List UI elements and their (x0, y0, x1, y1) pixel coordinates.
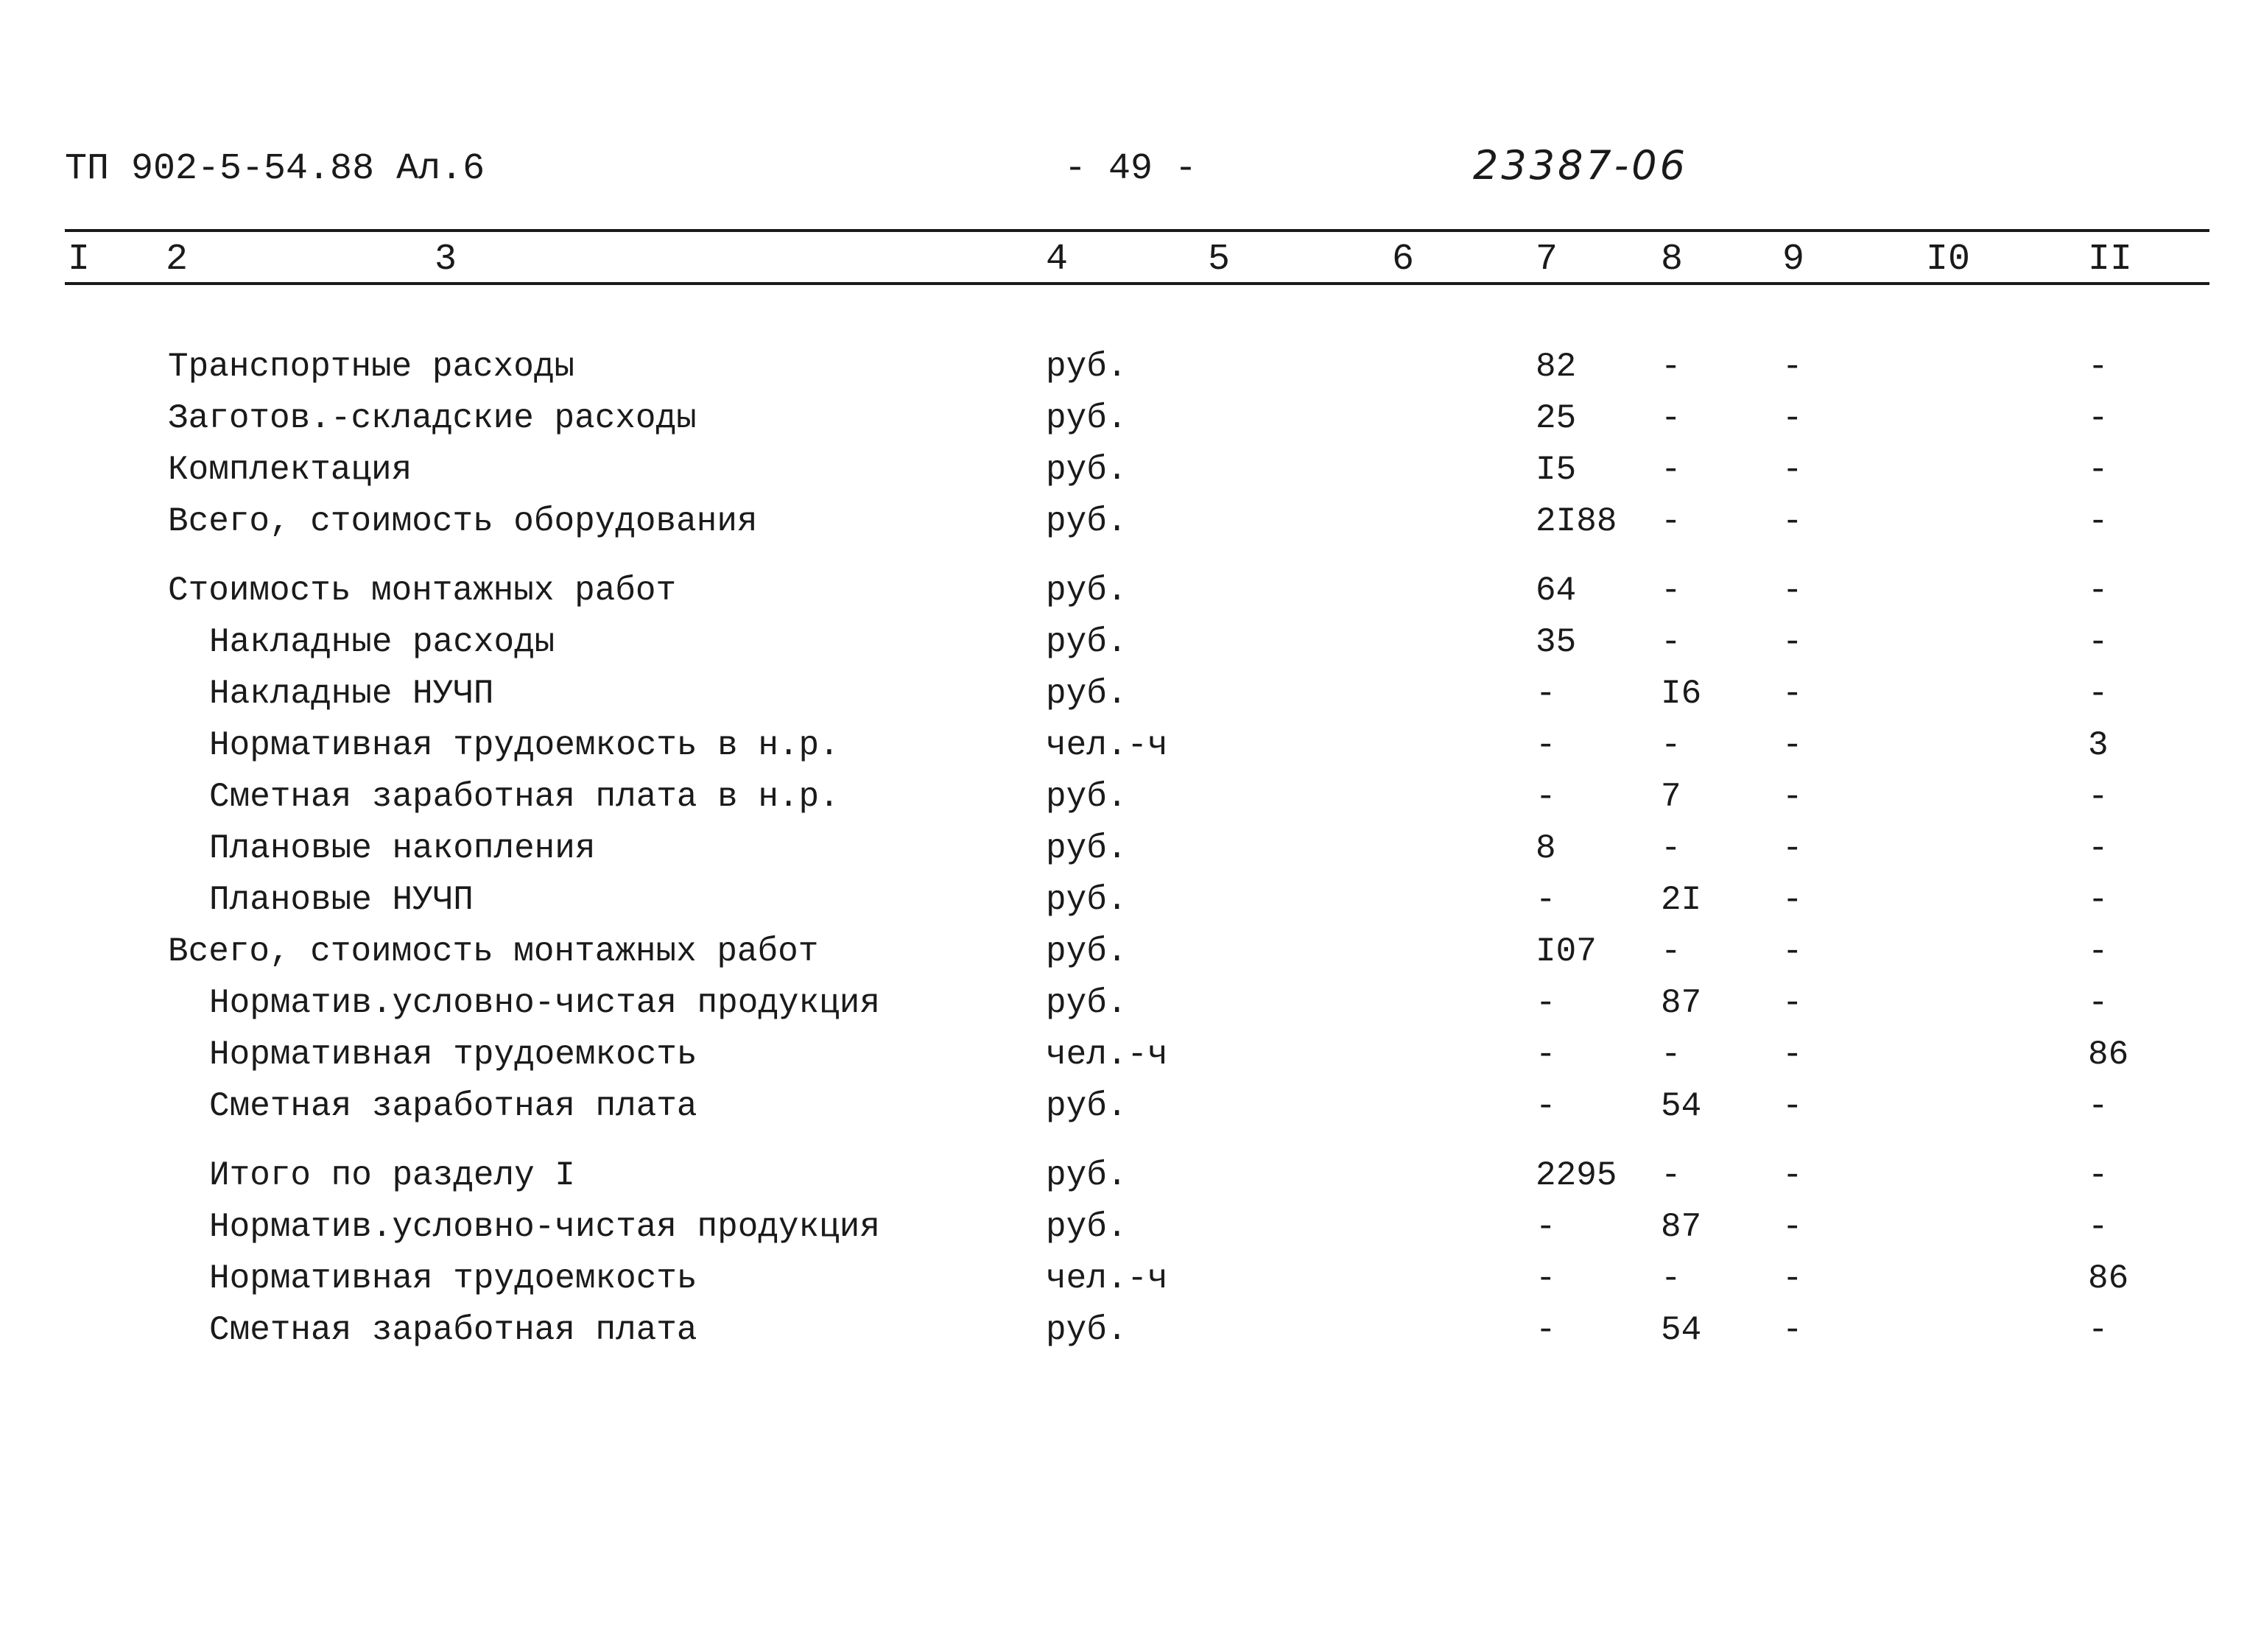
column-header-10: I0 (1926, 239, 1971, 281)
row-col7: 8 (1536, 829, 1556, 868)
column-header-4: 4 (1046, 239, 1069, 281)
row-col11: - (2088, 984, 2109, 1022)
row-col11: 86 (2088, 1259, 2129, 1298)
row-name: Нормативная трудоемкость в н.р. (209, 726, 840, 765)
column-header-1: I (68, 239, 91, 281)
row-col8: 7 (1661, 778, 1681, 816)
table-row (0, 345, 2261, 389)
row-col8: - (1661, 1036, 1681, 1074)
table-row (0, 1084, 2261, 1128)
row-col11: 3 (2088, 726, 2109, 765)
row-col7: - (1536, 1259, 1556, 1298)
row-col7: 25 (1536, 399, 1577, 437)
row-name: Плановые НУЧП (209, 881, 474, 919)
table-row (0, 775, 2261, 819)
row-unit: руб. (1046, 984, 1128, 1022)
document-code: ТП 902-5-54.88 Ал.6 (65, 148, 485, 190)
row-col11: - (2088, 572, 2109, 610)
row-col7: 35 (1536, 623, 1577, 661)
row-unit: руб. (1046, 1311, 1128, 1349)
row-col8: 87 (1661, 1208, 1702, 1246)
table-row (0, 620, 2261, 664)
row-col7: - (1536, 726, 1556, 765)
row-col11: - (2088, 1156, 2109, 1195)
row-col8: 2I (1661, 881, 1702, 919)
row-name: Плановые накопления (209, 829, 596, 868)
row-col9: - (1782, 399, 1803, 437)
row-col11: - (2088, 1208, 2109, 1246)
row-unit: руб. (1046, 399, 1128, 437)
page-number: - 49 - (1064, 148, 1198, 190)
row-col11: - (2088, 451, 2109, 489)
row-col7: - (1536, 984, 1556, 1022)
table-row (0, 1256, 2261, 1301)
header-rule-bottom (65, 282, 2209, 285)
row-unit: руб. (1046, 778, 1128, 816)
row-name: Сметная заработная плата в н.р. (209, 778, 840, 816)
row-col11: - (2088, 1087, 2109, 1125)
row-col9: - (1782, 502, 1803, 541)
table-row (0, 981, 2261, 1025)
row-col9: - (1782, 726, 1803, 765)
row-name: Накладные расходы (209, 623, 555, 661)
row-col7: - (1536, 881, 1556, 919)
table-row (0, 1033, 2261, 1077)
column-header-2: 2 (166, 239, 189, 281)
table-row (0, 672, 2261, 716)
row-name: Заготов.-складские расходы (168, 399, 697, 437)
row-col7: - (1536, 778, 1556, 816)
row-unit: руб. (1046, 1208, 1128, 1246)
row-col8: - (1661, 932, 1681, 971)
row-name: Накладные НУЧП (209, 675, 494, 713)
row-unit: руб. (1046, 675, 1128, 713)
row-col11: - (2088, 932, 2109, 971)
row-col8: - (1661, 623, 1681, 661)
table-row (0, 1153, 2261, 1198)
row-col11: - (2088, 778, 2109, 816)
row-unit: руб. (1046, 623, 1128, 661)
row-col11: - (2088, 348, 2109, 386)
row-col7: 2I88 (1536, 502, 1617, 541)
row-col9: - (1782, 984, 1803, 1022)
row-col11: - (2088, 502, 2109, 541)
row-name: Итого по разделу I (209, 1156, 575, 1195)
row-col7: I07 (1536, 932, 1597, 971)
row-name: Сметная заработная плата (209, 1087, 697, 1125)
row-name: Комплектация (168, 451, 412, 489)
column-header-11: II (2088, 239, 2133, 281)
row-name: Норматив.условно-чистая продукция (209, 1208, 880, 1246)
row-unit: руб. (1046, 451, 1128, 489)
row-col8: I6 (1661, 675, 1702, 713)
row-col9: - (1782, 675, 1803, 713)
table-row (0, 1205, 2261, 1249)
row-col7: - (1536, 1208, 1556, 1246)
row-col9: - (1782, 1259, 1803, 1298)
registration-number: 23387-06 (1473, 142, 1688, 189)
row-col7: 82 (1536, 348, 1577, 386)
row-col8: - (1661, 1259, 1681, 1298)
table-row (0, 1308, 2261, 1352)
table-row (0, 396, 2261, 440)
table-row (0, 929, 2261, 974)
row-col9: - (1782, 1208, 1803, 1246)
row-name: Всего, стоимость монтажных работ (168, 932, 819, 971)
table-row (0, 878, 2261, 922)
row-col11: - (2088, 623, 2109, 661)
row-col9: - (1782, 1036, 1803, 1074)
row-col7: 64 (1536, 572, 1577, 610)
table-row (0, 499, 2261, 544)
row-unit: чел.-ч (1046, 1036, 1168, 1074)
row-col8: - (1661, 829, 1681, 868)
row-col8: - (1661, 399, 1681, 437)
row-col7: I5 (1536, 451, 1577, 489)
row-unit: руб. (1046, 572, 1128, 610)
row-name: Всего, стоимость оборудования (168, 502, 758, 541)
row-col8: 54 (1661, 1311, 1702, 1349)
column-header-8: 8 (1661, 239, 1684, 281)
row-col11: 86 (2088, 1036, 2129, 1074)
column-header-6: 6 (1392, 239, 1415, 281)
row-col11: - (2088, 1311, 2109, 1349)
row-col8: 87 (1661, 984, 1702, 1022)
table-row (0, 448, 2261, 492)
row-col8: - (1661, 726, 1681, 765)
row-col11: - (2088, 881, 2109, 919)
row-col9: - (1782, 572, 1803, 610)
row-name: Норматив.условно-чистая продукция (209, 984, 880, 1022)
row-unit: руб. (1046, 932, 1128, 971)
row-col11: - (2088, 399, 2109, 437)
row-col9: - (1782, 778, 1803, 816)
row-col8: - (1661, 502, 1681, 541)
table-row (0, 569, 2261, 613)
row-col9: - (1782, 932, 1803, 971)
row-unit: руб. (1046, 881, 1128, 919)
row-unit: чел.-ч (1046, 726, 1168, 765)
row-col7: - (1536, 1036, 1556, 1074)
column-header-7: 7 (1536, 239, 1558, 281)
row-col8: - (1661, 451, 1681, 489)
row-unit: руб. (1046, 1087, 1128, 1125)
row-col8: - (1661, 1156, 1681, 1195)
column-header-5: 5 (1208, 239, 1231, 281)
row-name: Транспортные расходы (168, 348, 575, 386)
row-col7: - (1536, 675, 1556, 713)
column-header-9: 9 (1782, 239, 1805, 281)
row-unit: руб. (1046, 502, 1128, 541)
row-col9: - (1782, 451, 1803, 489)
row-col9: - (1782, 1311, 1803, 1349)
row-unit: руб. (1046, 829, 1128, 868)
row-col8: - (1661, 572, 1681, 610)
column-header-3: 3 (435, 239, 457, 281)
row-col11: - (2088, 675, 2109, 713)
row-col9: - (1782, 881, 1803, 919)
header-rule-top (65, 229, 2209, 232)
row-col8: - (1661, 348, 1681, 386)
row-unit: руб. (1046, 1156, 1128, 1195)
row-col9: - (1782, 1156, 1803, 1195)
row-name: Нормативная трудоемкость (209, 1259, 697, 1298)
table-row (0, 723, 2261, 767)
row-col7: - (1536, 1311, 1556, 1349)
row-col9: - (1782, 623, 1803, 661)
table-row (0, 826, 2261, 871)
row-col8: 54 (1661, 1087, 1702, 1125)
row-col11: - (2088, 829, 2109, 868)
row-name: Нормативная трудоемкость (209, 1036, 697, 1074)
row-col9: - (1782, 348, 1803, 386)
row-name: Стоимость монтажных работ (168, 572, 677, 610)
row-unit: руб. (1046, 348, 1128, 386)
row-col9: - (1782, 1087, 1803, 1125)
row-name: Сметная заработная плата (209, 1311, 697, 1349)
row-col7: 2295 (1536, 1156, 1617, 1195)
row-col7: - (1536, 1087, 1556, 1125)
row-unit: чел.-ч (1046, 1259, 1168, 1298)
row-col9: - (1782, 829, 1803, 868)
